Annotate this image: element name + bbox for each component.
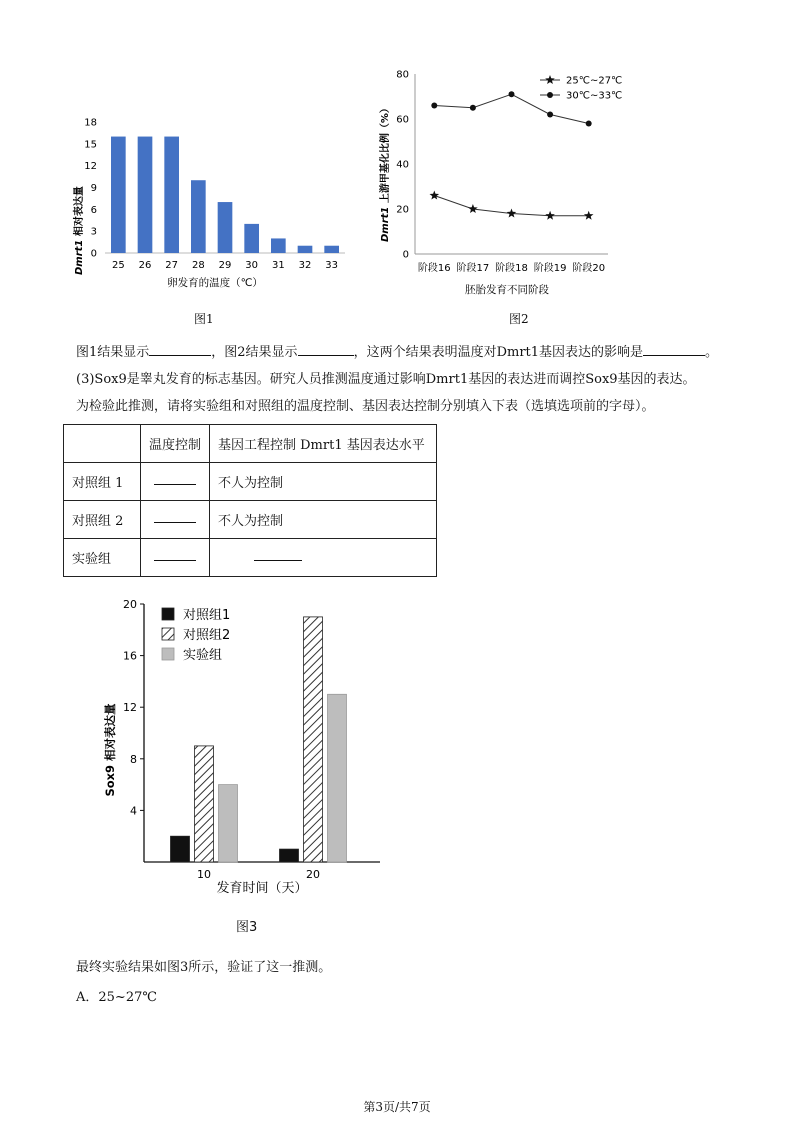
- table-row: [64, 539, 437, 577]
- fig1-bar: [218, 202, 233, 253]
- fig1-bar: [271, 238, 286, 253]
- fig1-x-tick-label: 31: [271, 260, 285, 271]
- fig3-bar: [195, 746, 214, 862]
- blank-temp-effect[interactable]: [643, 341, 705, 356]
- fig1-y-tick-label: 15: [84, 139, 97, 151]
- fig3-bar: [328, 694, 347, 862]
- fig2-point-star: [468, 204, 478, 213]
- fig1-ylabel-rest: 相对表达量: [74, 186, 85, 240]
- blank-line: [154, 474, 196, 485]
- fig1-x-tick-label: 32: [298, 260, 312, 271]
- fig2-point-star: [545, 211, 555, 220]
- fig2-point-star: [507, 209, 517, 218]
- fig3-ylabel: Sox9 相对表达量: [103, 703, 117, 797]
- fig1-x-tick-label: 27: [165, 260, 179, 271]
- fig2-y-tick-label: 40: [396, 159, 409, 171]
- fig1-bar: [111, 137, 126, 253]
- fig2-point-circle: [547, 112, 553, 118]
- fig1-y-tick-label: 18: [84, 117, 97, 129]
- figure-2-caption: 图2: [509, 312, 529, 326]
- fig1-ylabel: [72, 186, 85, 275]
- fig2-ylabel: [378, 103, 391, 242]
- fig2-legend-label: 25℃~27℃: [566, 75, 623, 87]
- fig1-ylabel-italic: Dmrt1: [74, 239, 85, 275]
- fig3-x-tick-label: 10: [197, 868, 211, 881]
- table-header-cell: 基因工程控制 Dmrt1 基因表达水平: [210, 425, 437, 463]
- fig1-bar: [298, 246, 313, 253]
- q-text-d: 。: [705, 345, 719, 360]
- fig1-x-tick-label: 25: [111, 260, 125, 271]
- figure-2-chart: [375, 62, 635, 302]
- fig3-bar: [304, 617, 323, 862]
- gene-control-cell: 不人为控制: [210, 501, 437, 539]
- q-text-b: ，图2结果显示: [211, 345, 298, 360]
- fig2-y-tick-label: 0: [402, 249, 409, 261]
- fig1-bar: [164, 137, 179, 253]
- part3-line1: (3)Sox9是睾丸发育的标志基因。研究人员推测温度通过影响Dmrt1基因的表达进而调控Sox9基因的表达。: [76, 372, 696, 387]
- fig1-x-tick-label: 29: [218, 260, 232, 271]
- fig3-legend-swatch: [162, 648, 174, 660]
- blank-line: [154, 512, 196, 523]
- temp-answer-blank[interactable]: [141, 463, 210, 501]
- fig2-xlabel: 胚胎发育不同阶段: [465, 284, 549, 296]
- fig1-y-tick-label: 3: [90, 226, 97, 238]
- fig3-y-tick-label: 16: [123, 649, 137, 663]
- fig3-bar: [171, 836, 190, 862]
- figure-1-caption: 图1: [194, 312, 214, 326]
- fig3-legend-swatch: [162, 628, 174, 640]
- row-label: 对照组 1: [64, 463, 141, 501]
- fig2-x-tick-label: 阶段17: [456, 263, 490, 274]
- blank-fig2-result[interactable]: [298, 341, 354, 356]
- q-text-c: ，这两个结果表明温度对Dmrt1基因表达的影响是: [353, 345, 644, 360]
- fig2-x-tick-label: 阶段18: [495, 263, 528, 274]
- fig3-x-tick-label: 20: [306, 868, 320, 881]
- fig2-point-circle: [586, 121, 592, 127]
- fig2-point-star: [584, 211, 594, 220]
- fig1-x-tick-label: 28: [191, 260, 205, 271]
- gene-control-cell: 不人为控制: [210, 463, 437, 501]
- fig1-x-tick-label: 26: [138, 260, 152, 271]
- fig1-x-tick-label: 33: [325, 260, 339, 271]
- fig2-y-tick-label: 80: [396, 69, 409, 81]
- table-row: [64, 463, 437, 501]
- table-row: [64, 501, 437, 539]
- row-label: 对照组 2: [64, 501, 141, 539]
- fig3-xlabel: 发育时间（天）: [216, 881, 308, 896]
- fig2-point-circle: [431, 103, 437, 109]
- fig2-point-circle: [470, 105, 476, 111]
- blank-line: [254, 550, 302, 561]
- fig3-bar: [219, 785, 238, 862]
- fig2-legend-marker-star: [545, 75, 555, 84]
- page-footer: 第3页/共7页: [363, 1100, 431, 1114]
- fig3-y-tick-label: 12: [123, 701, 137, 715]
- fig1-bar: [138, 137, 153, 253]
- fig1-bar: [191, 180, 206, 253]
- fig2-point-star: [430, 191, 440, 200]
- fig2-x-tick-label: 阶段20: [572, 263, 606, 274]
- fig3-legend-label: 对照组1: [183, 608, 231, 623]
- fig3-legend-label: 对照组2: [183, 628, 231, 643]
- fig1-y-tick-label: 9: [90, 183, 97, 194]
- fig2-ylabel-rest: 上游甲基化比例（%）: [380, 103, 391, 207]
- fig3-legend-label: 实验组: [183, 648, 223, 663]
- fig2-point-circle: [509, 91, 515, 97]
- gene-answer-blank[interactable]: [210, 539, 437, 577]
- table-header-cell: [64, 425, 141, 463]
- fig2-x-tick-label: 阶段19: [533, 263, 567, 274]
- question-line: [76, 341, 718, 363]
- fig3-y-tick-label: 4: [130, 804, 137, 818]
- experiment-table: [63, 424, 437, 577]
- fig2-legend-label: 30℃~33℃: [566, 90, 623, 102]
- fig1-xlabel: 卵发育的温度（℃）: [167, 277, 263, 289]
- fig3-legend-swatch: [162, 608, 174, 620]
- fig1-bar: [324, 246, 339, 253]
- part3-line2: 为检验此推测，请将实验组和对照组的温度控制、基因表达控制分别填入下表（选填选项前的字母）。: [76, 399, 655, 414]
- fig3-y-tick-label: 8: [130, 752, 137, 766]
- fig2-x-tick-label: 阶段16: [417, 263, 451, 274]
- option-a[interactable]: A．25~27℃: [76, 990, 157, 1005]
- fig2-legend-marker-circle: [547, 92, 553, 98]
- fig3-bar: [280, 849, 299, 862]
- fig2-y-tick-label: 20: [396, 204, 409, 216]
- q-text-a: 图1结果显示: [76, 345, 150, 360]
- fig1-y-tick-label: 0: [90, 248, 97, 260]
- fig2-ylabel-italic: Dmrt1: [380, 206, 391, 242]
- fig1-bar: [244, 224, 259, 253]
- fig1-y-tick-label: 12: [84, 161, 97, 173]
- result-text: 最终实验结果如图3所示，验证了这一推测。: [76, 960, 332, 975]
- fig3-y-tick-label: 20: [123, 598, 137, 611]
- temp-answer-blank[interactable]: [141, 539, 210, 577]
- table-header-cell: 温度控制: [141, 425, 210, 463]
- blank-line: [154, 550, 196, 561]
- figure-1-chart: [60, 100, 360, 300]
- fig1-x-tick-label: 30: [245, 260, 259, 271]
- temp-answer-blank[interactable]: [141, 501, 210, 539]
- fig2-y-tick-label: 60: [396, 114, 409, 126]
- table-header-row: [64, 425, 437, 463]
- blank-fig1-result[interactable]: [149, 341, 211, 356]
- figure-3-caption: 图3: [236, 920, 258, 935]
- fig1-y-tick-label: 6: [90, 204, 97, 216]
- figure-3-chart: [90, 590, 390, 900]
- row-label: 实验组: [64, 539, 141, 577]
